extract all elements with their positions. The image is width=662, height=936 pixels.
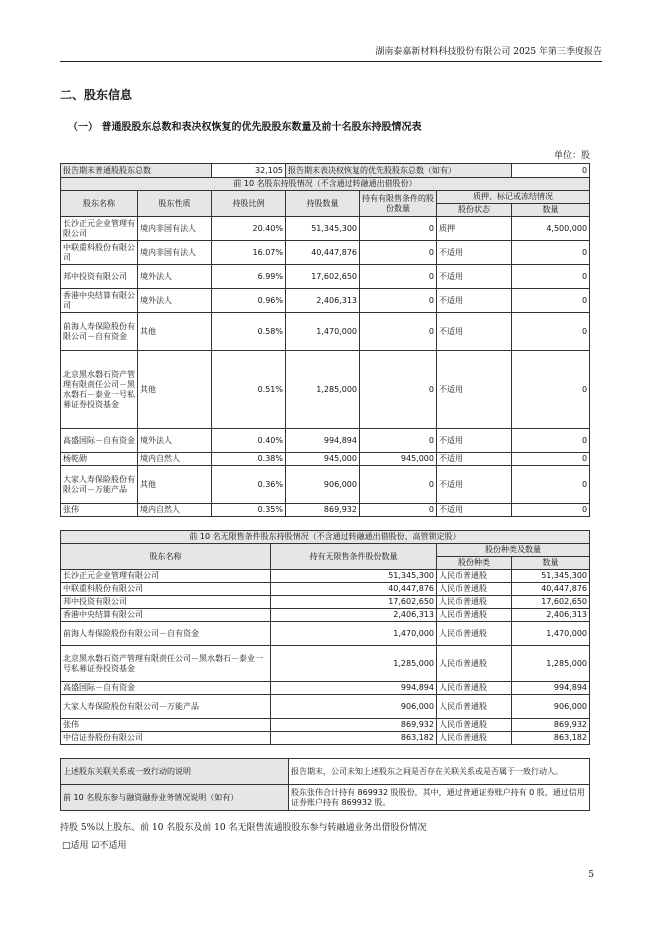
margin-trading-row bbox=[61, 785, 590, 811]
page-header: 湖南泰嘉新材料科技股份有限公司 2025 年第三季度报告 bbox=[60, 44, 602, 62]
holder-shares: 17,602,650 bbox=[286, 265, 360, 289]
section-title: 二、股东信息 bbox=[60, 88, 133, 102]
holder-restricted: 945,000 bbox=[360, 453, 437, 466]
securities-lending-heading: 持股 5%以上股东、前 10 名股东及前 10 名无限售流通股股东参与转融通业务出借股份情况 bbox=[60, 823, 427, 833]
table-row bbox=[61, 570, 590, 583]
table-row bbox=[61, 313, 590, 351]
share-type: 人民币普通股 bbox=[437, 719, 512, 732]
holder-nature: 境内非国有法人 bbox=[138, 241, 212, 265]
holder-name: 香港中央结算有限公司 bbox=[61, 609, 271, 622]
holder-restricted: 0 bbox=[360, 289, 437, 313]
holder-ratio: 0.35% bbox=[212, 504, 286, 517]
share-type: 人民币普通股 bbox=[437, 682, 512, 695]
holder-ratio: 0.58% bbox=[212, 313, 286, 351]
holder-status: 不适用 bbox=[437, 504, 512, 517]
holder-qty: 4,500,000 bbox=[512, 217, 590, 241]
holder-shares: 945,000 bbox=[286, 453, 360, 466]
share-qty: 863,182 bbox=[512, 732, 590, 745]
holder-ratio: 0.38% bbox=[212, 453, 286, 466]
holder-status: 不适用 bbox=[437, 429, 512, 453]
holder-status: 不适用 bbox=[437, 453, 512, 466]
common-holders-value: 32,105 bbox=[212, 164, 286, 178]
col-header: 数量 bbox=[512, 204, 590, 217]
share-type: 人民币普通股 bbox=[437, 695, 512, 719]
holder-restricted: 0 bbox=[360, 313, 437, 351]
holder-nature: 其他 bbox=[138, 466, 212, 504]
col-header: 持股比例 bbox=[212, 191, 286, 217]
page-number: 5 bbox=[588, 870, 594, 880]
holder-shares: 40,447,876 bbox=[271, 583, 437, 596]
holder-ratio: 0.96% bbox=[212, 289, 286, 313]
col-header: 数量 bbox=[512, 557, 590, 570]
holder-qty: 0 bbox=[512, 265, 590, 289]
holder-restricted: 0 bbox=[360, 217, 437, 241]
share-qty: 1,470,000 bbox=[512, 622, 590, 646]
holder-name: 长沙正元企业管理有限公司 bbox=[61, 217, 138, 241]
notes-table bbox=[60, 758, 590, 811]
share-type: 人民币普通股 bbox=[437, 583, 512, 596]
holder-shares: 869,932 bbox=[286, 504, 360, 517]
table-row bbox=[61, 351, 590, 429]
holder-shares: 906,000 bbox=[286, 466, 360, 504]
holder-shares: 1,470,000 bbox=[286, 313, 360, 351]
holder-qty: 0 bbox=[512, 351, 590, 429]
holder-restricted: 0 bbox=[360, 351, 437, 429]
holder-name: 张伟 bbox=[61, 504, 138, 517]
col-header: 质押、标记或冻结情况 bbox=[437, 191, 590, 204]
col-header: 持有有限售条件的股份数量 bbox=[360, 191, 437, 217]
holder-name: 前海人寿保险股份有限公司－自有资金 bbox=[61, 313, 138, 351]
holder-qty: 0 bbox=[512, 429, 590, 453]
table-row bbox=[61, 217, 590, 241]
holder-qty: 0 bbox=[512, 313, 590, 351]
col-header: 股东性质 bbox=[138, 191, 212, 217]
holder-restricted: 0 bbox=[360, 241, 437, 265]
holder-shares: 51,345,300 bbox=[271, 570, 437, 583]
col-header: 股份种类及数量 bbox=[437, 544, 590, 557]
holder-status: 不适用 bbox=[437, 351, 512, 429]
related-parties-row bbox=[61, 759, 590, 785]
holder-name: 杨乾勋 bbox=[61, 453, 138, 466]
unrestricted-shareholders-table bbox=[60, 530, 590, 745]
subsection-title: （一） 普通股股东总数和表决权恢复的优先股股东数量及前十名股东持股情况表 bbox=[68, 122, 422, 133]
table-row bbox=[61, 429, 590, 453]
holder-name: 长沙正元企业管理有限公司 bbox=[61, 570, 271, 583]
share-qty: 906,000 bbox=[512, 695, 590, 719]
holder-shares: 17,602,650 bbox=[271, 596, 437, 609]
holder-name: 大家人寿保险股份有限公司－万能产品 bbox=[61, 695, 271, 719]
share-type: 人民币普通股 bbox=[437, 646, 512, 682]
holder-name: 前海人寿保险股份有限公司－自有资金 bbox=[61, 622, 271, 646]
holder-nature: 境内自然人 bbox=[138, 453, 212, 466]
holder-name: 香港中央结算有限公司 bbox=[61, 289, 138, 313]
top10-header-row bbox=[61, 191, 590, 204]
holder-shares: 2,406,313 bbox=[286, 289, 360, 313]
table-row bbox=[61, 622, 590, 646]
holder-qty: 0 bbox=[512, 289, 590, 313]
share-qty: 51,345,300 bbox=[512, 570, 590, 583]
holder-qty: 0 bbox=[512, 241, 590, 265]
table-row bbox=[61, 682, 590, 695]
top10-title: 前 10 名股东持股情况（不含通过转融通出借股份） bbox=[61, 178, 590, 191]
holder-restricted: 0 bbox=[360, 466, 437, 504]
table-row bbox=[61, 583, 590, 596]
unrestricted-title: 前 10 名无限售条件股东持股情况（不含通过转融通出借股份、高管锁定股） bbox=[61, 531, 590, 544]
holder-name: 北京黑水磐石资产管理有限责任公司－黑水磐石－泰业一号私募证券投资基金 bbox=[61, 646, 271, 682]
holder-name: 高盛国际－自有资金 bbox=[61, 682, 271, 695]
table-row bbox=[61, 504, 590, 517]
holder-status: 质押 bbox=[437, 217, 512, 241]
holder-ratio: 0.51% bbox=[212, 351, 286, 429]
holder-qty: 0 bbox=[512, 453, 590, 466]
holder-status: 不适用 bbox=[437, 289, 512, 313]
holder-shares: 1,285,000 bbox=[271, 646, 437, 682]
share-qty: 869,932 bbox=[512, 719, 590, 732]
table-row bbox=[61, 289, 590, 313]
holder-status: 不适用 bbox=[437, 265, 512, 289]
table-row bbox=[61, 609, 590, 622]
pref-holders-value: 0 bbox=[512, 164, 590, 178]
holder-ratio: 20.40% bbox=[212, 217, 286, 241]
share-qty: 17,602,650 bbox=[512, 596, 590, 609]
related-parties-label: 上述股东关联关系或一致行动的说明 bbox=[61, 759, 289, 785]
table-row bbox=[61, 695, 590, 719]
holder-name: 大家人寿保险股份有限公司－万能产品 bbox=[61, 466, 138, 504]
table-row bbox=[61, 732, 590, 745]
holder-name: 中联重科股份有限公司 bbox=[61, 583, 271, 596]
share-qty: 40,447,876 bbox=[512, 583, 590, 596]
table-row bbox=[61, 719, 590, 732]
unit-label: 单位：股 bbox=[553, 151, 590, 161]
applicable-option: □适用 bbox=[62, 841, 89, 851]
holder-status: 不适用 bbox=[437, 313, 512, 351]
holder-shares: 2,406,313 bbox=[271, 609, 437, 622]
common-holders-label: 报告期末普通股股东总数 bbox=[61, 164, 212, 178]
holder-nature: 境外法人 bbox=[138, 289, 212, 313]
share-type: 人民币普通股 bbox=[437, 732, 512, 745]
holder-name: 张伟 bbox=[61, 719, 271, 732]
holder-nature: 其他 bbox=[138, 313, 212, 351]
share-qty: 994,894 bbox=[512, 682, 590, 695]
col-header: 股份状态 bbox=[437, 204, 512, 217]
holder-shares: 994,894 bbox=[286, 429, 360, 453]
col-header: 股份种类 bbox=[437, 557, 512, 570]
holder-restricted: 0 bbox=[360, 265, 437, 289]
holder-name: 北京黑水磐石资产管理有限责任公司－黑水磐石－泰业一号私募证券投资基金 bbox=[61, 351, 138, 429]
holder-name: 邦中投资有限公司 bbox=[61, 596, 271, 609]
holder-qty: 0 bbox=[512, 504, 590, 517]
holder-qty: 0 bbox=[512, 466, 590, 504]
holder-shares: 994,894 bbox=[271, 682, 437, 695]
holder-nature: 境内非国有法人 bbox=[138, 217, 212, 241]
share-type: 人民币普通股 bbox=[437, 596, 512, 609]
holder-shares: 906,000 bbox=[271, 695, 437, 719]
holder-nature: 境外法人 bbox=[138, 429, 212, 453]
holder-nature: 境内自然人 bbox=[138, 504, 212, 517]
margin-trading-text: 股东张伟合计持有 869932 股股份，其中，通过普通证券账户持有 0 股，通过信用证券账户持有 869932 股。 bbox=[289, 785, 590, 811]
table-row bbox=[61, 466, 590, 504]
holder-name: 中信证券股份有限公司 bbox=[61, 732, 271, 745]
pref-holders-label: 报告期末表决权恢复的优先股股东总数（如有） bbox=[286, 164, 512, 178]
holder-ratio: 6.99% bbox=[212, 265, 286, 289]
holder-shares: 1,285,000 bbox=[286, 351, 360, 429]
holder-shares: 863,182 bbox=[271, 732, 437, 745]
holder-name: 中联重科股份有限公司 bbox=[61, 241, 138, 265]
holder-shares: 869,932 bbox=[271, 719, 437, 732]
share-type: 人民币普通股 bbox=[437, 570, 512, 583]
top10-shareholders-table bbox=[60, 163, 590, 517]
table-row bbox=[61, 596, 590, 609]
summary-row bbox=[61, 164, 590, 178]
holder-shares: 51,345,300 bbox=[286, 217, 360, 241]
holder-ratio: 0.36% bbox=[212, 466, 286, 504]
holder-status: 不适用 bbox=[437, 466, 512, 504]
applicability-options bbox=[62, 838, 126, 851]
related-parties-text: 报告期末，公司未知上述股东之间是否存在关联关系或是否属于一致行动人。 bbox=[289, 759, 590, 785]
holder-restricted: 0 bbox=[360, 429, 437, 453]
col-header: 持有无限售条件股份数量 bbox=[271, 544, 437, 570]
not-applicable-option: ☑不适用 bbox=[91, 841, 127, 851]
table-row bbox=[61, 265, 590, 289]
table-row bbox=[61, 241, 590, 265]
table-row bbox=[61, 453, 590, 466]
holder-status: 不适用 bbox=[437, 241, 512, 265]
holder-nature: 境外法人 bbox=[138, 265, 212, 289]
holder-ratio: 0.40% bbox=[212, 429, 286, 453]
margin-trading-label: 前 10 名股东参与融资融券业务情况说明（如有） bbox=[61, 785, 289, 811]
share-type: 人民币普通股 bbox=[437, 622, 512, 646]
col-header: 股东名称 bbox=[61, 544, 271, 570]
col-header: 股东名称 bbox=[61, 191, 138, 217]
table-row bbox=[61, 646, 590, 682]
holder-name: 邦中投资有限公司 bbox=[61, 265, 138, 289]
holder-shares: 40,447,876 bbox=[286, 241, 360, 265]
holder-restricted: 0 bbox=[360, 504, 437, 517]
holder-shares: 1,470,000 bbox=[271, 622, 437, 646]
share-qty: 2,406,313 bbox=[512, 609, 590, 622]
share-qty: 1,285,000 bbox=[512, 646, 590, 682]
col-header: 持股数量 bbox=[286, 191, 360, 217]
holder-ratio: 16.07% bbox=[212, 241, 286, 265]
holder-nature: 其他 bbox=[138, 351, 212, 429]
holder-name: 高盛国际－自有资金 bbox=[61, 429, 138, 453]
share-type: 人民币普通股 bbox=[437, 609, 512, 622]
